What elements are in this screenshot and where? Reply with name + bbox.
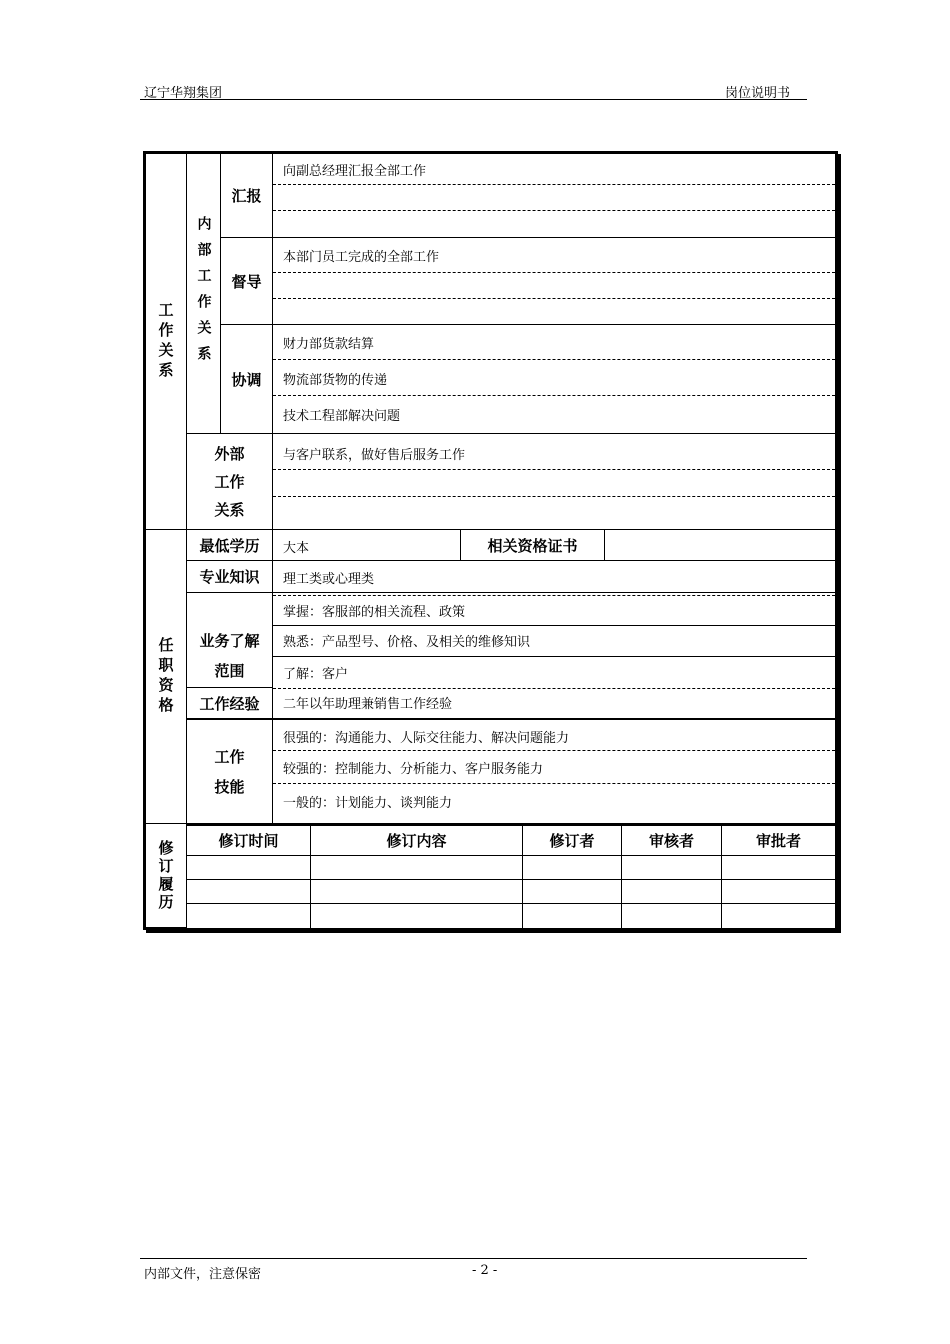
knowledge-label: 专业知识 — [186, 560, 273, 593]
revision-header-content: 修订内容 — [310, 825, 523, 856]
coordinate-line-3: 技术工程部解决问题 — [283, 409, 401, 424]
coordinate-line-2: 物流部货物的传递 — [283, 373, 388, 388]
qualifications-label: 任职资格 — [145, 529, 187, 824]
revision-header-reviewer: 审核者 — [621, 825, 722, 856]
education-value-cell — [272, 529, 461, 561]
revision-cell — [310, 903, 523, 930]
header-doc-title: 岗位说明书 — [724, 86, 790, 101]
certificate-value-cell — [604, 529, 836, 561]
business-line-2: 熟悉：产品型号、价格、及相关的维修知识 — [283, 635, 531, 650]
report-content — [272, 153, 836, 238]
business-line-1: 掌握：客服部的相关流程、政策 — [283, 605, 466, 620]
coordinate-label: 协调 — [220, 324, 273, 434]
revision-cell — [522, 855, 622, 880]
skills-label: 工作 技能 — [186, 719, 273, 824]
revision-header-reviser: 修订者 — [522, 825, 622, 856]
header-company: 辽宁华翔集团 — [144, 86, 223, 101]
revision-cell — [621, 879, 722, 904]
revision-header-approver: 审批者 — [721, 825, 836, 856]
external-line: 与客户联系，做好售后服务工作 — [283, 448, 466, 463]
revision-cell — [721, 903, 836, 930]
header-rule — [140, 99, 807, 100]
supervise-label: 督导 — [220, 237, 273, 325]
coordinate-content — [272, 324, 836, 434]
revision-table — [186, 823, 836, 928]
external-content — [272, 433, 836, 530]
experience-value: 二年以年助理兼销售工作经验 — [283, 697, 453, 712]
revision-cell — [186, 879, 311, 904]
revision-cell — [310, 879, 523, 904]
work-relations-label: 工作关系 — [145, 153, 187, 530]
revision-cell — [621, 855, 722, 880]
revision-cell — [621, 903, 722, 930]
skills-line-2: 较强的：控制能力、分析能力、客户服务能力 — [283, 762, 544, 777]
revision-cell — [186, 855, 311, 880]
knowledge-content — [272, 560, 836, 593]
revision-cell — [310, 855, 523, 880]
coordinate-line-1: 财力部货款结算 — [283, 337, 375, 352]
report-line: 向副总经理汇报全部工作 — [283, 164, 427, 179]
report-label: 汇报 — [220, 153, 273, 238]
internal-relations-label: 内部工作关系 — [186, 153, 221, 434]
footer-rule — [140, 1258, 807, 1259]
footer-confidential: 内部文件，注意保密 — [144, 1267, 262, 1282]
supervise-line: 本部门员工完成的全部工作 — [283, 250, 440, 265]
skills-line-3: 一般的：计划能力、谈判能力 — [283, 796, 453, 811]
experience-label: 工作经验 — [186, 687, 273, 720]
revision-label: 修订履历 — [145, 823, 187, 928]
revision-cell — [721, 879, 836, 904]
education-value: 大本 — [283, 541, 310, 556]
revision-header-time: 修订时间 — [186, 825, 311, 856]
page-number: - 2 - — [472, 1263, 498, 1278]
revision-cell — [721, 855, 836, 880]
education-label: 最低学历 — [186, 529, 273, 561]
revision-cell — [522, 879, 622, 904]
skills-line-1: 很强的：沟通能力、人际交往能力、解决问题能力 — [283, 731, 570, 746]
business-line-3: 了解：客户 — [283, 667, 349, 682]
supervise-content — [272, 237, 836, 325]
knowledge-value: 理工类或心理类 — [283, 572, 375, 587]
job-description-table — [143, 151, 838, 930]
revision-cell — [186, 903, 311, 930]
business-scope-label: 业务了解 范围 — [186, 592, 273, 719]
certificate-label: 相关资格证书 — [460, 529, 605, 561]
revision-cell — [522, 903, 622, 930]
external-relations-label: 外部 工作 关系 — [186, 433, 273, 530]
skills-content — [272, 719, 836, 824]
experience-content — [272, 687, 836, 720]
